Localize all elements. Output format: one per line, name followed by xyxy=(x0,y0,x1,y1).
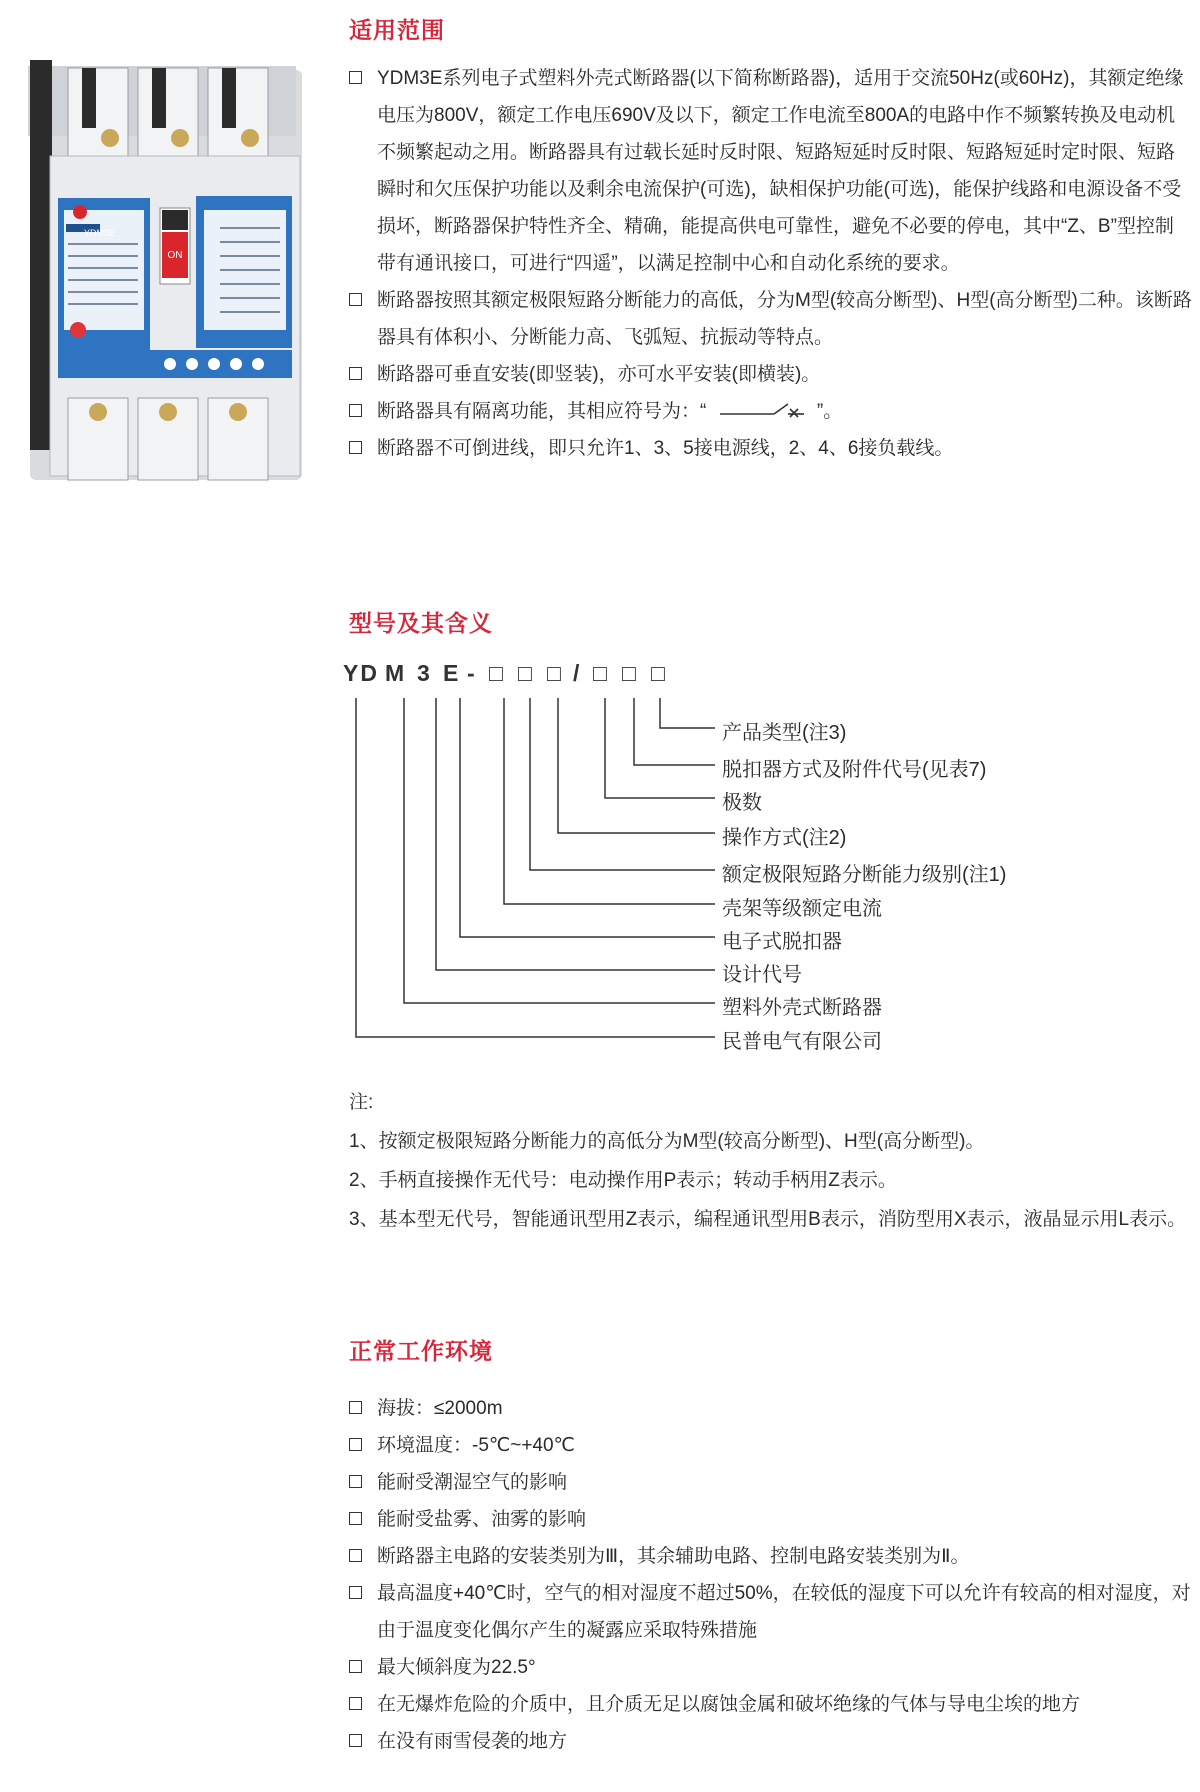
notes xyxy=(349,1083,1186,1239)
scope-item: YDM3E系列电子式塑料外壳式断路器(以下简称断路器)，适用于交流50Hz(或60Hz)，其额定绝缘电压为800V，额定工作电压690V及以下，额定工作电流至800A的电路中作不频繁转换及电动机不频繁起动之用。断路器具有过载长延时反时限、短路短延时反时限、短路短延时定时限、短路瞬时和欠压保护功能以及剩余电流保护(可选)，缺相保护功能(可选)，能保护线路和电源设备不受损坏，断路器保护特性齐全、精确，能提高供电可靠性，避免不必要的停电，其中“Z、B”型控制带有通讯接口，可进行“四遥”，以满足控制中心和自动化系统的要求。 xyxy=(349,60,1192,282)
leader-line xyxy=(404,698,715,1003)
model-code: YD M 3 E - □ □ □ / □ □ □ xyxy=(343,660,667,686)
scope-list xyxy=(349,60,1192,467)
diagram-label: 产品类型(注3) xyxy=(722,722,847,744)
test-button xyxy=(70,322,86,338)
notes-title: 注: xyxy=(349,1092,374,1113)
note-item: 3、基本型无代号，智能通讯型用Z表示，编程通讯型用B表示，消防型用X表示，液晶显示用L表示。 xyxy=(349,1209,1187,1230)
diagram-label: 极数 xyxy=(722,792,762,814)
bottom-terminal-group xyxy=(68,398,268,480)
environment-item: 在没有雨雪侵袭的地方 xyxy=(349,1723,1192,1760)
environment-list xyxy=(349,1390,1192,1760)
breaker-side-dark xyxy=(30,60,52,450)
leader-line xyxy=(634,698,715,765)
diagram-label: 额定极限短路分断能力级别(注1) xyxy=(722,864,1007,886)
environment-item: 在无爆炸危险的介质中，且介质无足以腐蚀金属和破坏绝缘的气体与导电尘埃的地方 xyxy=(349,1686,1192,1723)
section-title-scope: 适用范围 xyxy=(349,17,445,43)
scope-item: 断路器具有隔离功能，其相应符号为：“ ”。 xyxy=(349,393,1192,430)
diagram-label: 操作方式(注2) xyxy=(722,827,847,849)
environment-item: 能耐受潮湿空气的影响 xyxy=(349,1464,1192,1501)
environment-item: 最高温度+40℃时，空气的相对湿度不超过50%，在较低的湿度下可以允许有较高的相对湿度，对由于温度变化偶尔产生的凝露应采取特殊措施 xyxy=(349,1575,1192,1649)
environment-item: 最大倾斜度为22.5° xyxy=(349,1649,1192,1686)
top-terminal-group xyxy=(68,68,268,158)
scope-item: 断路器按照其额定极限短路分断能力的高低，分为M型(较高分断型)、H型(高分断型)二种。该断路器具有体积小、分断能力高、飞弧短、抗振动等特点。 xyxy=(349,282,1192,356)
environment-item: 能耐受盐雾、油雾的影响 xyxy=(349,1501,1192,1538)
isolation-symbol-icon xyxy=(712,401,812,419)
section-title-model: 型号及其含义 xyxy=(349,610,493,636)
environment-item: 海拔：≤2000m xyxy=(349,1390,1192,1427)
switch-label: ON xyxy=(167,250,183,261)
diagram-label: 电子式脱扣器 xyxy=(722,931,842,953)
leader-line xyxy=(460,698,715,937)
leader-line xyxy=(504,698,715,904)
scope-item: 断路器可垂直安装(即竖装)，亦可水平安装(即横装)。 xyxy=(349,356,1192,393)
circuit-breaker-image xyxy=(20,60,312,490)
diagram-label: 塑料外壳式断路器 xyxy=(722,997,882,1019)
note-item: 2、手柄直接操作无代号：电动操作用P表示；转动手柄用Z表示。 xyxy=(349,1170,897,1191)
leader-line xyxy=(436,698,715,970)
scope-item: 断路器不可倒进线，即只允许1、3、5接电源线，2、4、6接负载线。 xyxy=(349,430,1192,467)
diagram-label: 民普电气有限公司 xyxy=(722,1031,882,1053)
leader-line xyxy=(356,698,715,1037)
diagram-label: 设计代号 xyxy=(722,964,802,986)
diagram-label: 脱扣器方式及附件代号(见表7) xyxy=(722,759,987,781)
model-badge: YDM3E xyxy=(84,228,116,238)
environment-item: 环境温度：-5℃~+40℃ xyxy=(349,1427,1192,1464)
note-item: 1、按额定极限短路分断能力的高低分为M型(较高分断型)、H型(高分断型)。 xyxy=(349,1131,985,1152)
environment-item: 断路器主电路的安装类别为Ⅲ，其余辅助电路、控制电路安装类别为Ⅱ。 xyxy=(349,1538,1192,1575)
section-title-environment: 正常工作环境 xyxy=(349,1338,493,1364)
leader-line xyxy=(660,698,715,728)
diagram-label: 壳架等级额定电流 xyxy=(722,898,882,920)
